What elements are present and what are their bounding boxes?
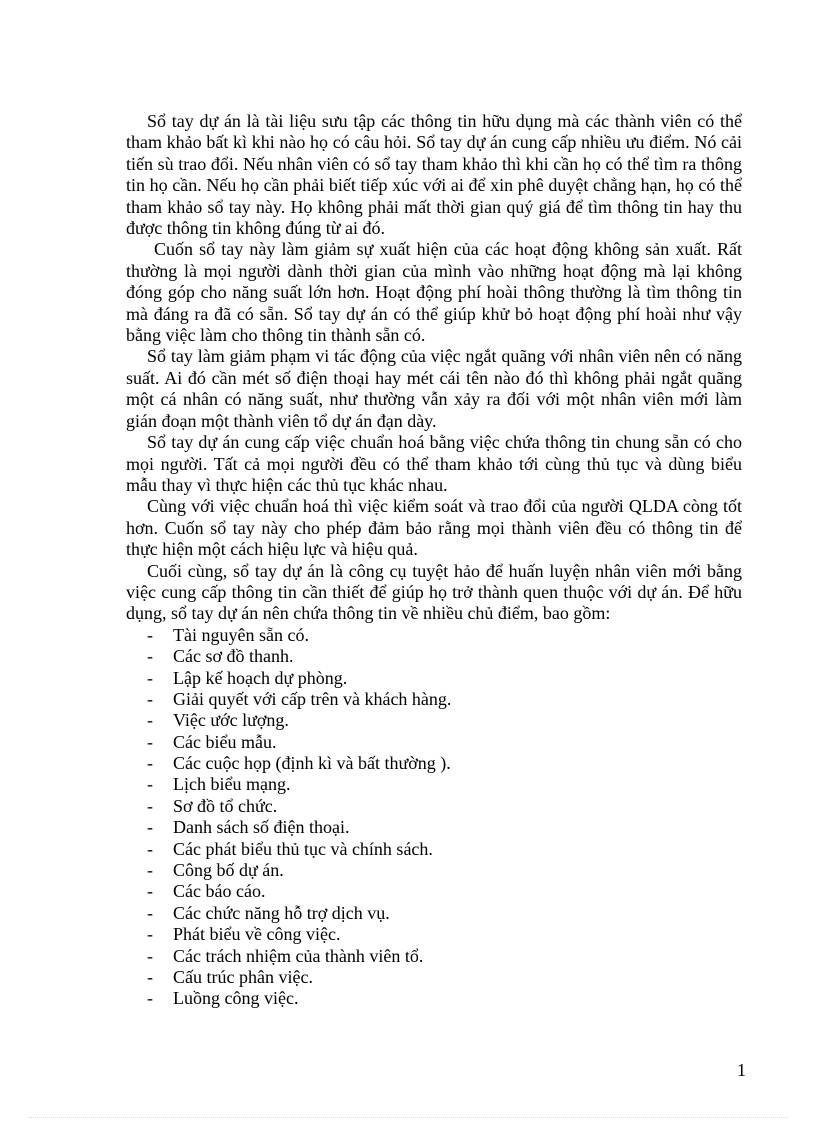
list-item	[126, 924, 742, 945]
document-body	[126, 111, 742, 1010]
list-item-text: Cấu trúc phân việc.	[173, 967, 313, 987]
bullet-marker: -	[147, 838, 153, 859]
bullet-marker: -	[147, 688, 153, 709]
bullet-marker: -	[147, 731, 153, 752]
list-item	[126, 710, 742, 731]
list-item	[126, 881, 742, 902]
bullet-marker: -	[147, 817, 153, 838]
paragraph-standardization: Sổ tay dự án cung cấp việc chuẩn hoá bằng việc chứa thông tin chung sẵn có cho mọi người. Tất cả mọi người đều có thể tham khảo tới cùng thủ tục và dùng biểu mẫu thay vì thực hiện các thủ tục khác nhau.	[126, 432, 742, 495]
bullet-marker: -	[147, 753, 153, 774]
bullet-marker: -	[147, 924, 153, 945]
bullet-marker: -	[147, 774, 153, 795]
list-item-text: Các cuộc họp (định kì và bất thường ).	[173, 753, 451, 774]
paragraph-control: Cùng với việc chuẩn hoá thì việc kiểm soát và trao đổi của người QLDA còng tốt hơn. Cuốn sổ tay này cho phép đảm bảo rằng mọi thành viên đều có thông tin để thực hiện một cách hiệu lực và hiệu quả.	[126, 496, 742, 560]
list-item-text: Các biểu mẫu.	[173, 731, 277, 752]
list-item	[126, 689, 742, 710]
list-item-text: Các chức năng hỗ trợ dịch vụ.	[173, 902, 390, 923]
bullet-marker: -	[147, 945, 153, 966]
list-item	[126, 646, 742, 667]
list-item-text: Công bố dự án.	[173, 860, 284, 881]
list-item-text: Việc ước lượng.	[173, 710, 289, 731]
list-item-text: Danh sách số điện thoại.	[173, 817, 350, 838]
list-item	[126, 625, 742, 646]
list-item	[126, 668, 742, 689]
bullet-marker: -	[147, 795, 153, 816]
list-item-text: Luồng công việc.	[173, 988, 299, 1009]
list-item-text: Tài nguyên sẵn có.	[173, 624, 309, 645]
bullet-marker: -	[147, 860, 153, 881]
bullet-marker: -	[147, 646, 153, 667]
paragraph-training: Cuối cùng, sổ tay dự án là công cụ tuyệt hảo để huấn luyện nhân viên mới bằng việc cung cấp thông tin cần thiết để giúp họ trở thành quen thuộc với dự án. Để hữu dụng, sổ tay dự án nên chứa thông tin về nhiều chủ điểm, bao gồm:	[126, 560, 742, 624]
list-item-text: Giải quyết với cấp trên và khách hàng.	[173, 688, 452, 709]
topic-list	[126, 625, 742, 1010]
list-item	[126, 988, 742, 1009]
list-item	[126, 967, 742, 988]
bullet-marker: -	[147, 881, 153, 902]
list-item	[126, 774, 742, 795]
list-item-text: Lập kế hoạch dự phòng.	[173, 667, 348, 688]
list-item-text: Các báo cáo.	[173, 881, 266, 902]
list-item-text: Các trách nhiệm của thành viên tổ.	[173, 945, 424, 966]
bullet-marker: -	[147, 710, 153, 731]
list-item-text: Các phát biểu thủ tục và chính sách.	[173, 838, 433, 859]
list-item-text: Phát biểu về công việc.	[173, 924, 341, 945]
paragraph-interruptions: Sổ tay làm giảm phạm vi tác động của việc ngắt quãng với nhân viên nên có năng suất. Ai đó cần mét số điện thoại hay mét cái tên nào đó thì không phải ngắt quãng một cá nhân có năng suất, như thường vẫn xảy ra đối với một nhân viên mới làm gián đoạn một thành viên tổ dự án đạn dày.	[126, 346, 742, 431]
bullet-marker: -	[147, 967, 153, 987]
list-item	[126, 903, 742, 924]
list-item	[126, 946, 742, 967]
list-item-text: Sơ đồ tổ chức.	[173, 795, 278, 816]
list-item	[126, 817, 742, 838]
list-item	[126, 732, 742, 753]
paragraph-intro: Sổ tay dự án là tài liệu sưu tập các thông tin hữu dụng mà các thành viên có thể tham khảo bất kì khi nào họ có câu hỏi. Sổ tay dự án cung cấp nhiều ưu điểm. Nó cải tiến sù trao đổi. Nếu nhân viên có sổ tay tham khảo thì khi cần họ có thể tìm ra thông tin họ cần. Nếu họ cần phải biết tiếp xúc với ai để xin phê duyệt chẳng hạn, họ có thể tham khảo sổ tay này. Họ không phải mất thời gian quý giá để tìm thông tin hay thu được thông tin không đúng từ ai đó.	[126, 111, 742, 239]
paragraph-unproductive-activities: Cuốn sổ tay này làm giảm sự xuất hiện của các hoạt động không sản xuất. Rất thường là mọi người dành thời gian của mình vào những hoạt động mà lại không đóng góp cho năng suất lớn hơn. Hoạt động phí hoài thông thường là tìm thông tin mà đáng ra đã có sẵn. Sổ tay dự án có thể giúp khử bỏ hoạt động phí hoài như vậy bằng việc làm cho thông tin thành sẵn có.	[126, 239, 742, 346]
list-item-text: Lịch biểu mạng.	[173, 774, 291, 795]
list-item	[126, 753, 742, 774]
list-item	[126, 796, 742, 817]
page-bottom-divider	[28, 1117, 788, 1118]
list-item-text: Các sơ đồ thanh.	[173, 646, 294, 667]
list-item	[126, 839, 742, 860]
bullet-marker: -	[147, 667, 153, 688]
bullet-marker: -	[147, 624, 153, 645]
list-item	[126, 860, 742, 881]
bullet-marker: -	[147, 988, 153, 1009]
bullet-marker: -	[147, 902, 153, 923]
page-number: 1	[737, 1060, 746, 1080]
